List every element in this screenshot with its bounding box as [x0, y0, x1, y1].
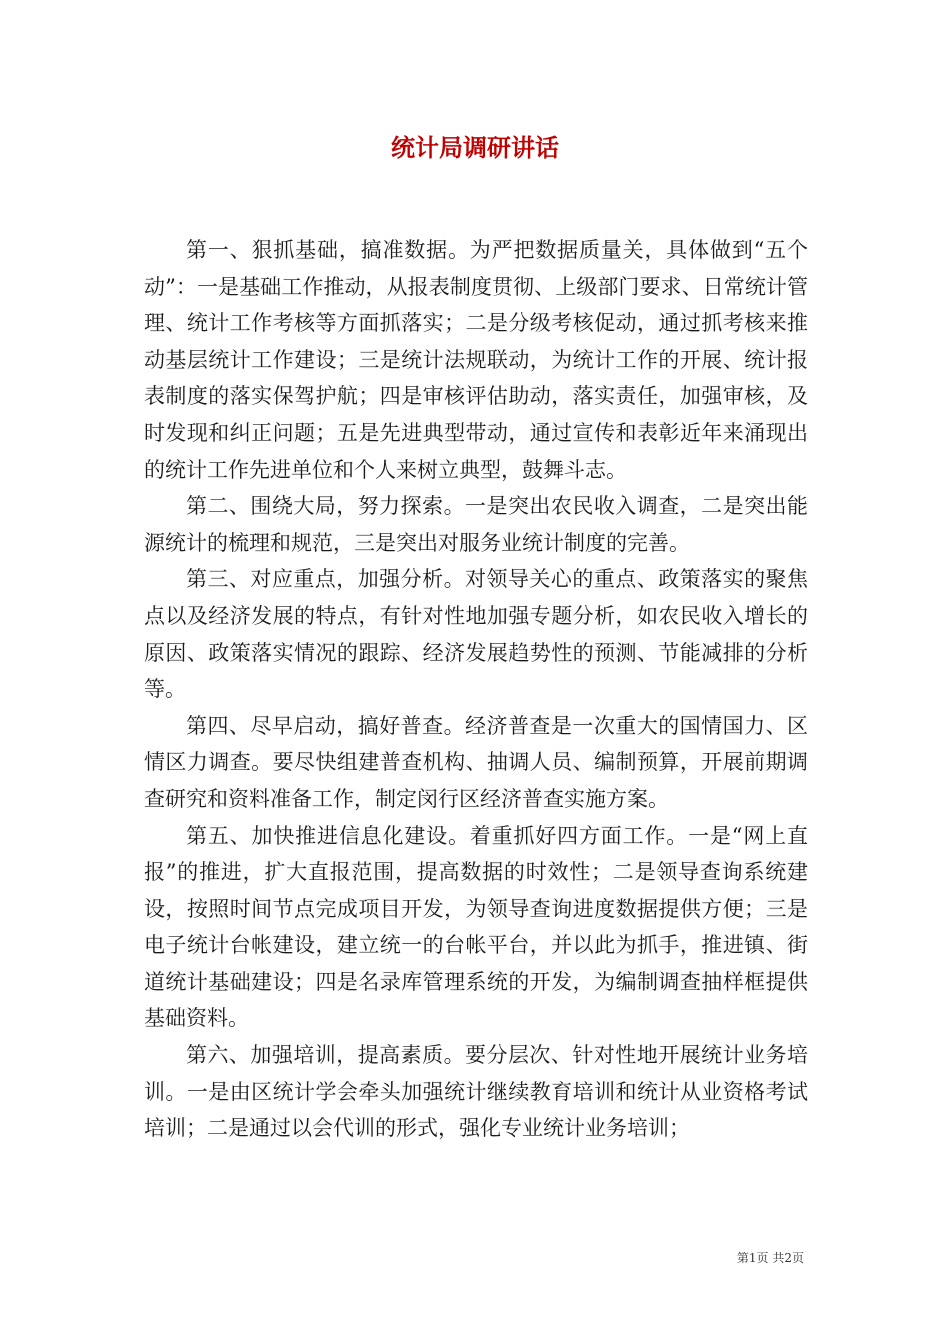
document-body — [144, 232, 808, 1147]
page-number-footer: 第1页 共2页 — [736, 1251, 804, 1265]
paragraph-4: 第四、尽早启动，搞好普查。经济普查是一次重大的国情国力、区情区力调查。要尽快组建普查机构、抽调人员、编制预算，开展前期调查研究和资料准备工作，制定闵行区经济普查实施方案。 — [144, 713, 808, 811]
paragraph-1: 第一、狠抓基础，搞准数据。为严把数据质量关，具体做到“五个动”：一是基础工作推动，从报表制度贯彻、上级部门要求、日常统计管理、统计工作考核等方面抓落实；二是分级考核促动，通过抓考核来推动基层统计工作建设；三是统计法规联动，为统计工作的开展、统计报表制度的落实保驾护航；四是审核评估助动，落实责任，加强审核，及时发现和纠正问题；五是先进典型带动，通过宣传和表彰近年来涌现出的统计工作先进单位和个人来树立典型，鼓舞斗志。 — [144, 238, 808, 482]
paragraph-3: 第三、对应重点，加强分析。对领导关心的重点、政策落实的聚焦点以及经济发展的特点，有针对性地加强专题分析，如农民收入增长的原因、政策落实情况的跟踪、经济发展趋势性的预测、节能减排的分析等。 — [144, 567, 808, 702]
paragraph-5: 第五、加快推进信息化建设。着重抓好四方面工作。一是“网上直报”的推进，扩大直报范围，提高数据的时效性；二是领导查询系统建设，按照时间节点完成项目开发，为领导查询进度数据提供方便；三是电子统计台帐建设，建立统一的台帐平台，并以此为抓手，推进镇、街道统计基础建设；四是名录库管理系统的开发，为编制调查抽样框提供基础资料。 — [144, 823, 808, 1031]
paragraph-6: 第六、加强培训，提高素质。要分层次、针对性地开展统计业务培训。一是由区统计学会牵头加强统计继续教育培训和统计从业资格考试培训；二是通过以会代训的形式，强化专业统计业务培训； — [144, 1043, 808, 1141]
document-title: 统计局调研讲话 — [391, 133, 559, 162]
paragraph-2: 第二、围绕大局，努力探索。一是突出农民收入调查，二是突出能源统计的梳理和规范，三是突出对服务业统计制度的完善。 — [144, 494, 808, 555]
